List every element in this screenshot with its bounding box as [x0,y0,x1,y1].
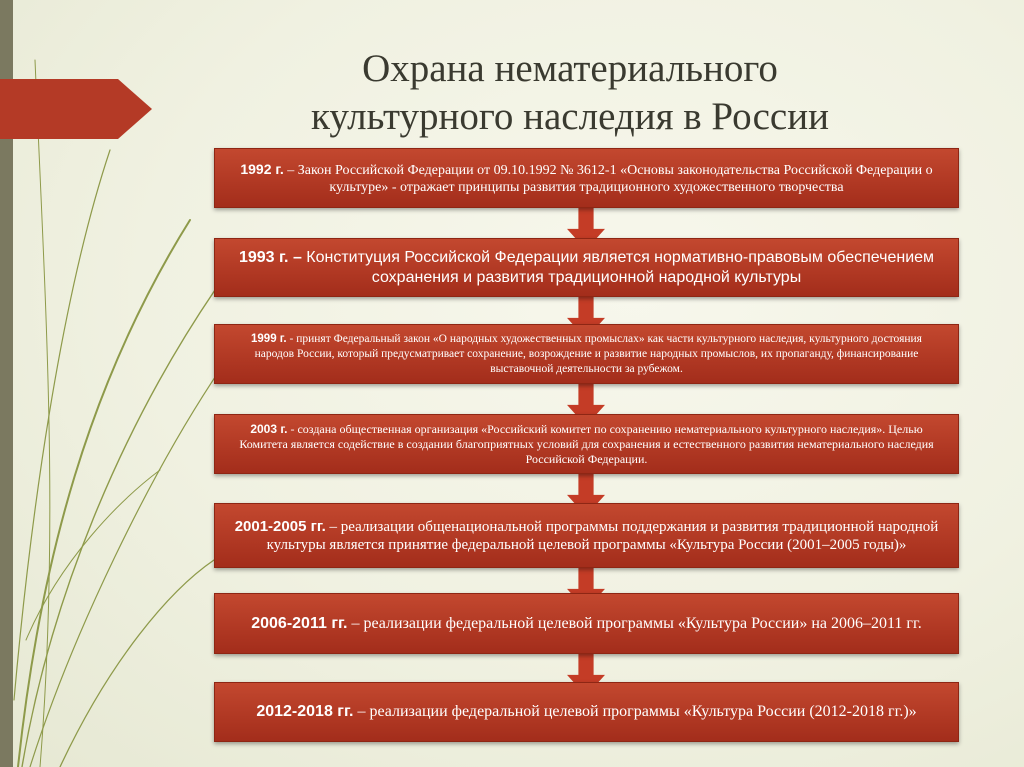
timeline-year: 2012-2018 гг. [256,703,354,720]
timeline-entry-text [231,248,942,288]
timeline-description: Конституция Российской Федерации является нормативно-правовым обеспечением сохранения и развития традиционной народной культуры [301,248,935,286]
timeline-year: 2001-2005 гг. [234,517,326,535]
timeline-entry-text [231,161,942,196]
timeline-box-1992 [214,148,959,208]
title-line-2: культурного наследия в России [311,95,829,138]
timeline-description: - создана общественная организация «Российский комитет по сохранению нематериального культурного наследия». Целью Комитета является содействие в создании благоприятных условий для сохранения и естественного развития нематериального наследия Российской Федерации. [239,421,934,466]
timeline-box-2012-2018 [214,682,959,742]
timeline-entry-text [256,702,916,722]
timeline-box-1999 [214,324,959,384]
timeline-entry-text [251,614,922,634]
timeline-box-2003 [214,414,959,474]
timeline-description: – Закон Российской Федерации от 09.10.1992 № 3612-1 «Основы законодательства Российской Федерации о культуре» - отражает принципы развития традиционного художественного творчества [283,162,933,195]
timeline-entry-text [231,332,942,377]
timeline-box-1993 [214,238,959,297]
timeline-year: 2006-2011 гг. [251,614,348,632]
timeline-description: – реализации общенациональной программы поддержания и развития традиционной народной культуры является принятие федеральной целевой программы «Культура России (2001–2005 годы)» [266,518,939,553]
timeline-year: 1992 г. [240,160,284,177]
timeline-box-2006-2011 [214,593,959,654]
timeline-description: - принят Федеральный закон «О народных художественных промыслах» как части культурного наследия, культурного достояния народов России, который предусматривает сохранение, возрождение и развитие народных промыслов, их пропаганду, финансирование выставочной деятельности за рубежом. [254,332,922,375]
timeline-year: 1999 г. [251,332,287,345]
timeline-entry-text [231,518,942,554]
timeline-description: – реализации федеральной целевой программы «Культура России (2012-2018 гг.)» [353,703,917,720]
timeline-description: – реализации федеральной целевой программы «Культура России» на 2006–2011 гг. [347,614,922,632]
timeline-year: 1993 г. – [238,248,302,266]
timeline-year: 2003 г. [250,421,288,436]
timeline-entry-text [231,422,942,467]
timeline-box-2001-2005 [214,503,959,568]
title-line-1: Охрана нематериального [362,47,778,90]
